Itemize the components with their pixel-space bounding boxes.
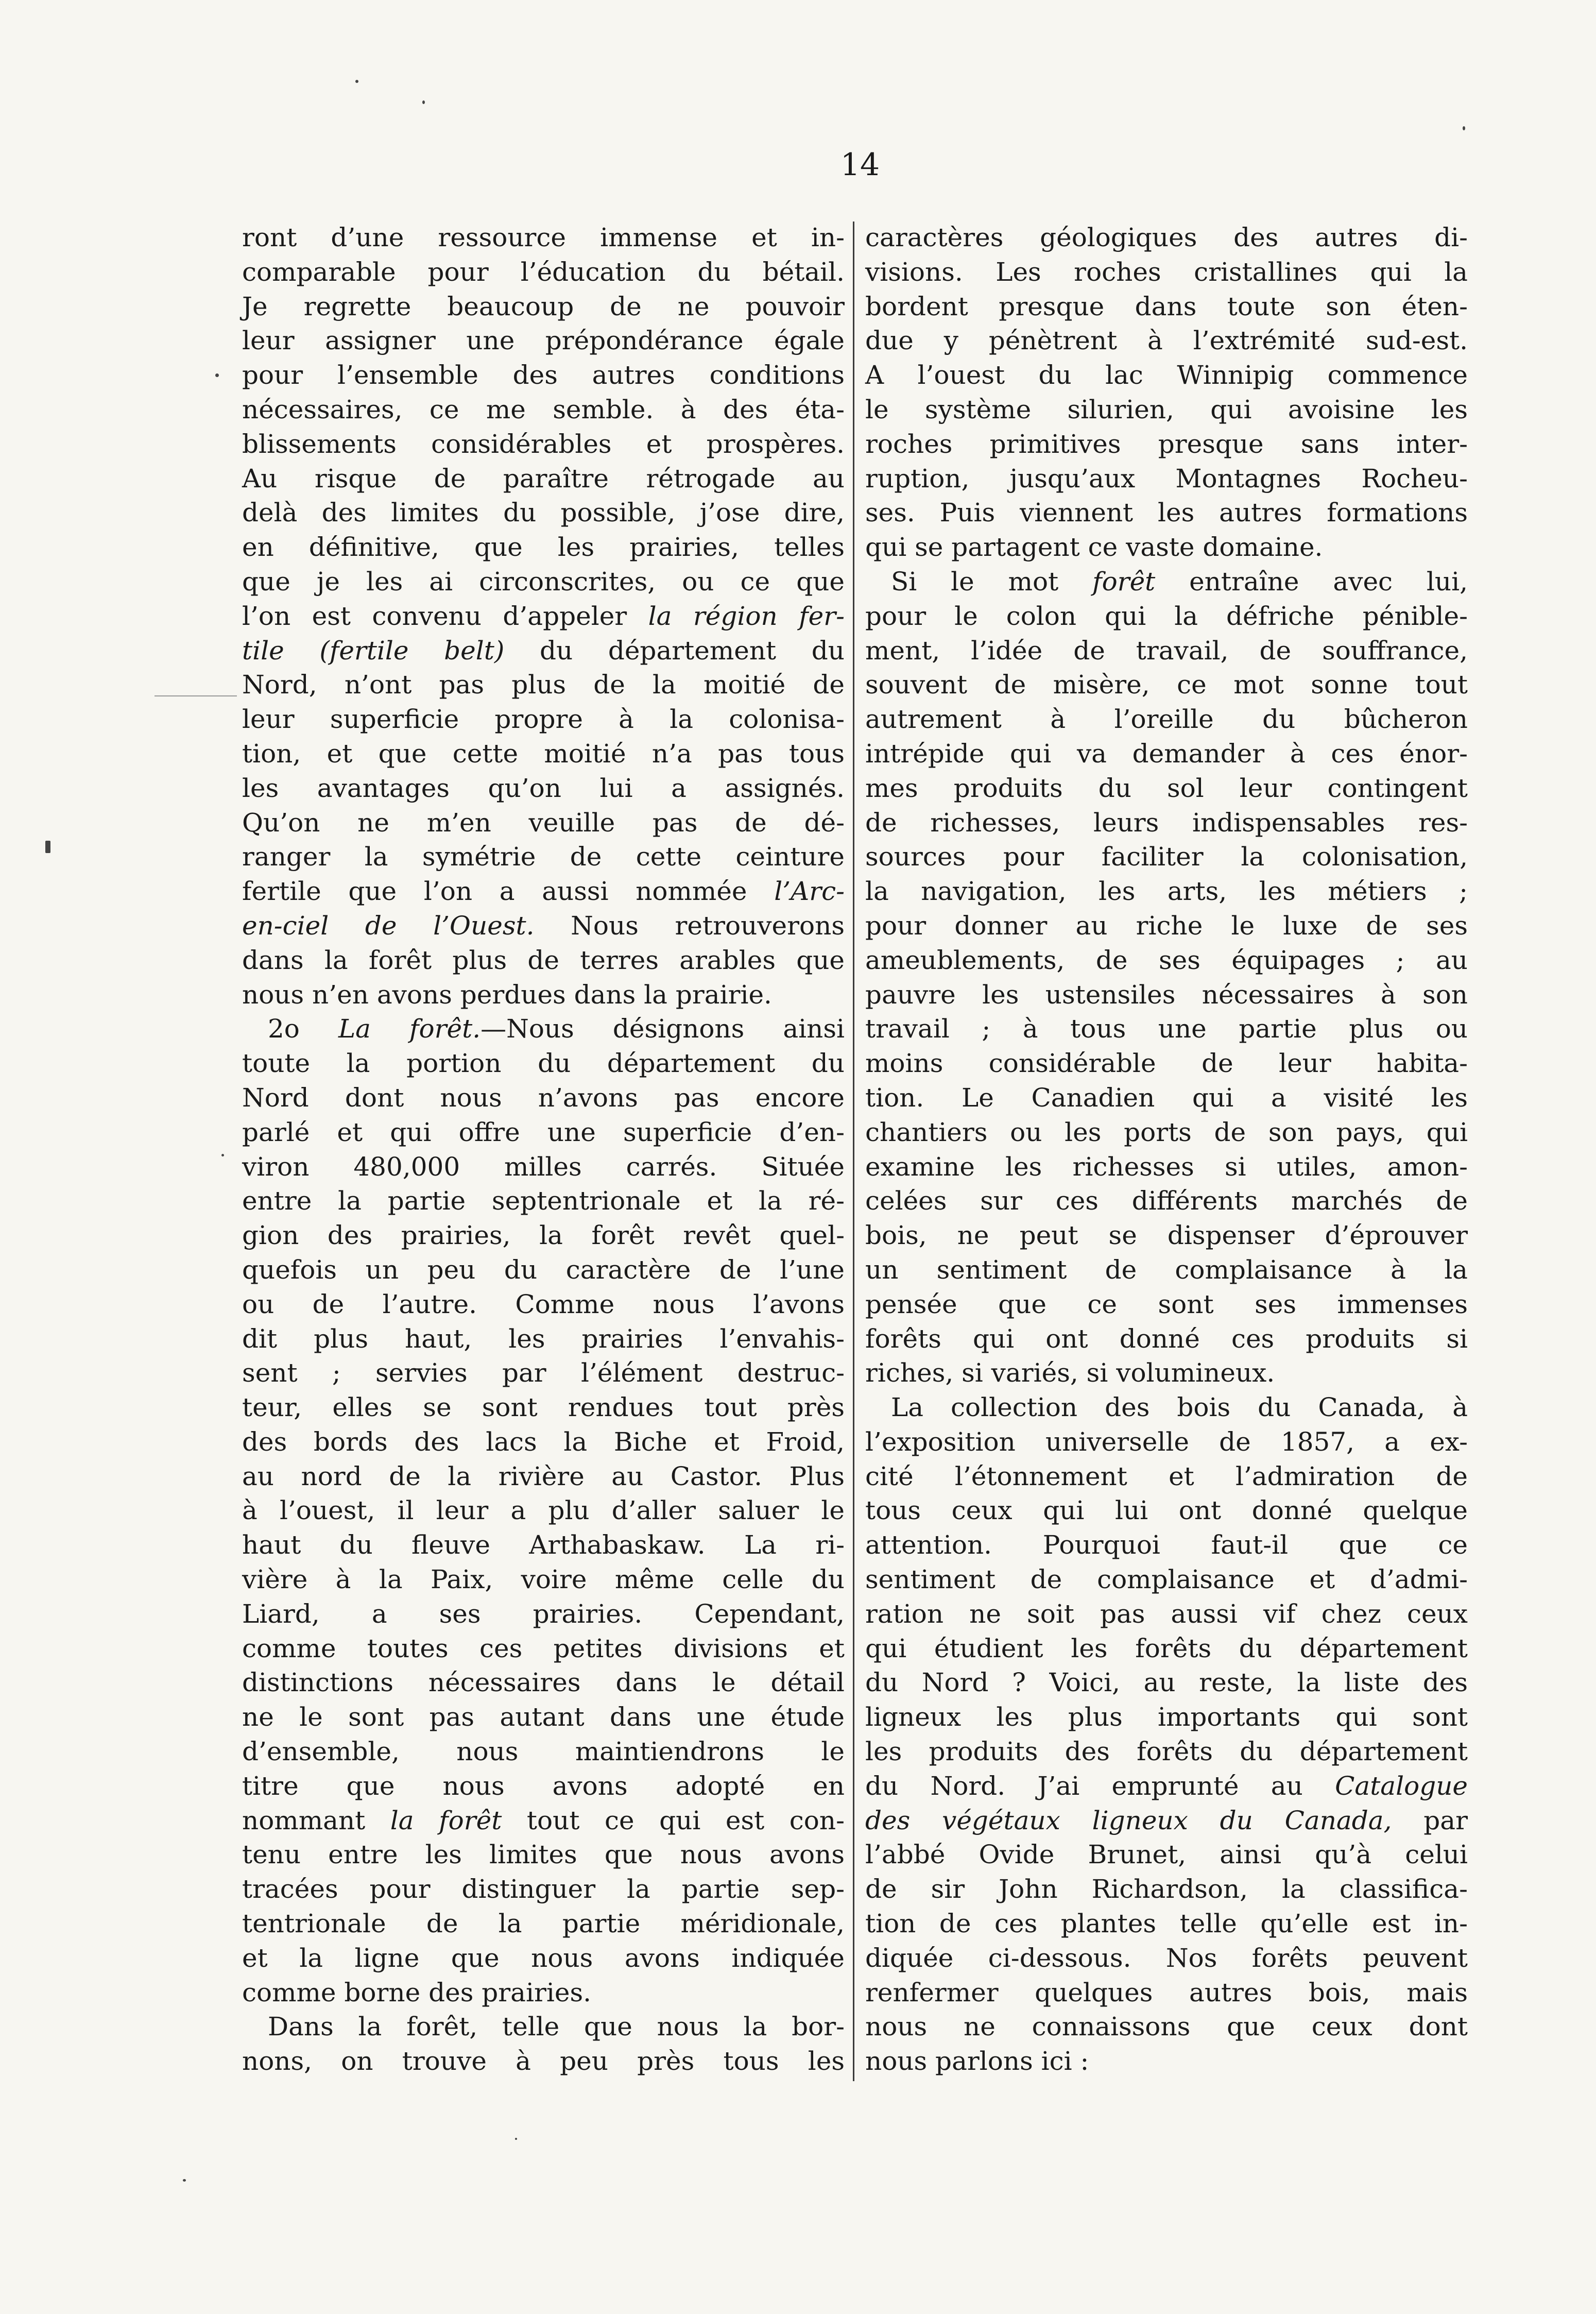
print-speck [215,373,219,377]
text-line [865,668,1468,702]
line-text: comparable pour l’éducation du bétail. [242,257,845,287]
text-line [865,1803,1468,1838]
text-line [242,806,845,840]
text-line [242,393,845,427]
line-text: examine les richesses si utiles, amon- [865,1151,1468,1182]
text-line [865,1976,1468,2010]
text-line [242,1115,845,1150]
line-text: chantiers ou les ports de son pays, qui [865,1117,1468,1147]
text-line [242,702,845,737]
text-line [865,1081,1468,1115]
line-text: du Nord ? Voici, au reste, la liste des [865,1668,1468,1698]
line-text: travail ; à tous une partie plus ou [865,1014,1468,1044]
text-line [242,737,845,771]
line-text: Liard, a ses prairies. Cependant, [242,1598,845,1629]
line-text: cité l’étonnement et l’admiration de [865,1461,1468,1491]
line-text: teur, elles se sont rendues tout près [242,1392,845,1423]
line-text: qui étudient les forêts du département [865,1633,1468,1663]
text-line [242,1322,845,1356]
italic-text: Catalogue [1335,1771,1468,1801]
text-line [865,1493,1468,1528]
line-text: Nous retrouverons [534,910,845,941]
line-text: l’exposition universelle de 1857, a ex- [865,1426,1468,1457]
line-text: parlé et qui offre une superficie d’en- [242,1117,845,1147]
text-line [865,255,1468,290]
text-line [865,599,1468,634]
text-line [242,1941,845,1976]
text-line [865,1356,1468,1390]
italic-text: La forêt. [338,1014,481,1044]
line-text: tout ce qui est con- [502,1805,845,1835]
text-line [865,358,1468,393]
text-line [865,1837,1468,1872]
line-text: Nord, n’ont pas plus de la moitié de [242,670,845,700]
line-text: nommant [242,1805,366,1835]
text-line [865,1253,1468,1287]
line-text: au nord de la rivière au Castor. Plus [242,1461,845,1491]
print-speck [422,100,425,104]
line-text: visions. Les roches cristallines qui la [865,257,1468,287]
text-line [242,668,845,702]
text-line [242,1837,845,1872]
line-text: roches primitives presque sans inter- [865,429,1468,459]
line-text: ses. Puis viennent les autres formations [865,498,1468,528]
text-line [865,1907,1468,1941]
text-line [865,1184,1468,1218]
line-text: d’ensemble, nous maintiendrons le [242,1737,845,1767]
line-text: ranger la symétrie de cette ceinture [242,842,845,872]
text-line [242,1287,845,1322]
line-text: tion, et que cette moitié n’a pas tous [242,738,845,769]
print-speck [45,841,50,853]
text-line [242,220,845,255]
text-line [242,874,845,909]
line-text: Dans la forêt, telle que nous la bor- [268,2012,845,2042]
line-text: des bords des lacs la Biche et Froid, [242,1426,845,1457]
line-text: haut du fleuve Arthabaskaw. La ri- [242,1530,845,1560]
line-text: A l’ouest du lac Winnipig commence [865,360,1468,390]
line-text: comme borne des prairies. [242,1977,592,2007]
italic-text: la région fer- [648,601,845,631]
line-text: qui se partagent ce vaste domaine. [865,532,1323,563]
line-text: entraîne avec lui, [1155,566,1468,597]
line-text: nous ne connaissons que ceux dont [865,2012,1468,2042]
print-speck [183,2179,186,2182]
line-text: moins considérable de leur habita- [865,1048,1468,1079]
line-text: à l’ouest, il leur a plu d’aller saluer le [242,1495,845,1526]
text-line [865,1012,1468,1046]
line-text: de sir John Richardson, la classifica- [865,1874,1468,1904]
text-line [865,2044,1468,2079]
line-text: vière à la Paix, voire même celle du [242,1564,845,1595]
page-number: 14 [840,147,880,183]
italic-text: l’Arc- [774,876,845,907]
text-line [865,634,1468,668]
text-line [242,290,845,324]
line-text: le système silurien, qui avoisine les [865,394,1468,424]
text-line [242,1907,845,1941]
text-line [242,978,845,1012]
line-text: delà des limites du possible, j’ose dire, [242,498,845,528]
line-text: par [1392,1805,1468,1835]
text-line [242,1562,845,1597]
text-line [242,1803,845,1838]
text-line [242,1872,845,1907]
text-line [242,909,845,943]
text-line [865,909,1468,943]
line-text: ne le sont pas autant dans une étude [242,1702,845,1732]
text-line [865,1390,1468,1425]
line-text: —Nous désignons ainsi [480,1014,845,1044]
line-text: caractères géologiques des autres di- [865,223,1468,252]
line-text: sentiment de complaisance et d’admi- [865,1564,1468,1595]
text-line [865,1528,1468,1562]
text-line [242,599,845,634]
line-text: distinctions nécessaires dans le détail [242,1668,845,1698]
text-line [865,702,1468,737]
line-text: sent ; servies par l’élément destruc- [242,1358,845,1388]
text-line [865,1150,1468,1184]
line-text: bordent presque dans toute son éten- [865,291,1468,321]
text-line [865,1665,1468,1700]
line-text: celées sur ces différents marchés de [865,1186,1468,1216]
text-line [865,1941,1468,1976]
line-text: mes produits du sol leur contingent [865,773,1468,803]
line-text: La collection des bois du Canada, à [891,1392,1468,1423]
line-text: intrépide qui va demander à ces énor- [865,738,1468,769]
text-line [242,1012,845,1046]
text-line [242,496,845,530]
text-line [242,1631,845,1666]
text-line [242,1597,845,1631]
line-text: ment, l’idée de travail, de souffrance, [865,635,1468,666]
line-text: pensée que ce sont ses immenses [865,1289,1468,1319]
text-line [865,565,1468,599]
text-line [865,496,1468,530]
line-text: de richesses, leurs indispensables res- [865,807,1468,838]
text-line [242,1425,845,1459]
text-line [865,1322,1468,1356]
line-text: Si le mot [891,566,1059,597]
line-text: tion. Le Canadien qui a visité les [865,1082,1468,1113]
text-line [865,1872,1468,1907]
text-line [865,393,1468,427]
text-line [865,427,1468,462]
text-line [865,462,1468,496]
text-line [865,874,1468,909]
line-text: bois, ne peut se dispenser d’éprouver [865,1220,1468,1251]
line-text: comme toutes ces petites divisions et [242,1633,845,1663]
line-text: tenu entre les limites que nous avons [242,1840,845,1870]
line-text: Je regrette beaucoup de ne pouvoir [242,291,845,321]
line-text: quefois un peu du caractère de l’une [242,1254,845,1285]
line-text: toute la portion du département du [242,1048,845,1079]
line-text: l’on est convenu d’appeler [242,601,627,631]
text-line [242,255,845,290]
line-text: tracées pour distinguer la partie sep- [242,1874,845,1904]
text-line [242,462,845,496]
text-line [865,1562,1468,1597]
text-line [865,737,1468,771]
italic-text: forêt [1092,566,1156,597]
print-speck [155,695,237,696]
text-line [865,530,1468,565]
text-line [242,565,845,599]
text-line [242,1046,845,1081]
line-text: ou de l’autre. Comme nous l’avons [242,1289,845,1319]
text-line [242,1528,845,1562]
line-text: pauvre les ustensiles nécessaires à son [865,979,1468,1010]
text-line [242,840,845,874]
line-text: diquée ci-dessous. Nos forêts peuvent [865,1943,1468,1973]
line-text: Au risque de paraître rétrogade au [242,463,845,494]
line-text: blissements considérables et prospères. [242,429,845,459]
text-line [242,1493,845,1528]
text-line [865,1425,1468,1459]
column-divider [853,222,854,2081]
italic-text: tile (fertile belt) [242,635,505,666]
line-text: les avantages qu’on lui a assignés. [242,773,845,803]
line-text: nous n’en avons perdues dans la prairie. [242,979,772,1010]
line-text: du Nord. J’ai emprunté au [865,1771,1303,1801]
text-line [865,1459,1468,1494]
italic-text: en-ciel de l’Ouest. [242,910,535,941]
text-line [865,1218,1468,1253]
line-text: sources pour faciliter la colonisation, [865,842,1468,872]
line-text: du département du [504,635,845,666]
text-line [242,1150,845,1184]
text-line [865,290,1468,324]
text-line [242,1184,845,1218]
left-text-column [242,220,845,2079]
line-text: due y pénètrent à l’extrémité sud-est. [865,326,1468,356]
line-text: tous ceux qui lui ont donné quelque [865,1495,1468,1526]
text-line [865,220,1468,255]
line-text: ruption, jusqu’aux Montagnes Rocheu- [865,463,1468,494]
text-line [242,1665,845,1700]
print-speck [221,1154,224,1156]
text-line [865,840,1468,874]
line-text: ameublements, de ses équipages ; au [865,945,1468,975]
right-text-column [865,220,1468,2079]
text-line [865,1046,1468,1081]
text-line [242,530,845,565]
text-line [242,1700,845,1734]
line-text: l’abbé Ovide Brunet, ainsi qu’à celui [865,1840,1468,1870]
print-speck [355,80,358,83]
text-line [865,771,1468,806]
text-line [865,1631,1468,1666]
line-text: ration ne soit pas aussi vif chez ceux [865,1598,1468,1629]
line-text: renfermer quelques autres bois, mais [865,1977,1468,2007]
line-text: titre que nous avons adopté en [242,1771,845,1801]
text-line [242,771,845,806]
text-line [242,1390,845,1425]
line-text: riches, si variés, si volumineux. [865,1358,1275,1388]
text-line [242,2010,845,2044]
text-line [865,2010,1468,2044]
line-text: leur superficie propre à la colonisa- [242,704,845,735]
text-line [242,427,845,462]
text-line [865,1734,1468,1769]
text-line [865,943,1468,978]
italic-text: la forêt [390,1805,502,1835]
text-line [242,2044,845,2079]
text-line [242,634,845,668]
text-line [865,978,1468,1012]
line-text: un sentiment de complaisance à la [865,1254,1468,1285]
text-line [865,806,1468,840]
line-text: que je les ai circonscrites, ou ce que [242,566,845,597]
line-text: tion de ces plantes telle qu’elle est in- [865,1909,1468,1939]
text-line [242,358,845,393]
print-speck [515,2138,517,2140]
text-line [242,1253,845,1287]
line-text: 2o [268,1014,300,1044]
line-text: forêts qui ont donné ces produits si [865,1323,1468,1354]
line-text: tentrionale de la partie méridionale, [242,1909,845,1939]
line-text: Nord dont nous n’avons pas encore [242,1082,845,1113]
text-line [242,943,845,978]
line-text: autrement à l’oreille du bûcheron [865,704,1468,735]
text-line [242,1459,845,1494]
line-text: ront d’une ressource immense et in- [242,223,845,252]
line-text: nons, on trouve à peu près tous les [242,2046,845,2077]
text-line [242,1976,845,2010]
line-text: nous parlons ici : [865,2046,1089,2077]
line-text: viron 480,000 milles carrés. Située [242,1151,845,1182]
line-text: entre la partie septentrionale et la ré- [242,1186,845,1216]
text-line [242,1734,845,1769]
line-text: et la ligne que nous avons indiquée [242,1943,845,1973]
line-text: dans la forêt plus de terres arables que [242,945,845,975]
line-text: fertile que l’on a aussi nommée [242,876,747,907]
line-text: ligneux les plus importants qui sont [865,1702,1468,1732]
line-text: la navigation, les arts, les métiers ; [865,876,1468,907]
line-text: attention. Pourquoi faut-il que ce [865,1530,1468,1560]
text-line [865,324,1468,358]
text-line [865,1769,1468,1803]
line-text: leur assigner une prépondérance égale [242,326,845,356]
line-text: pour donner au riche le luxe de ses [865,910,1468,941]
text-line [242,324,845,358]
line-text: pour l’ensemble des autres conditions [242,360,845,390]
print-speck [1463,126,1465,130]
text-line [865,1597,1468,1631]
line-text: les produits des forêts du département [865,1737,1468,1767]
line-text: dit plus haut, les prairies l’envahis- [242,1323,845,1354]
line-text: nécessaires, ce me semble. à des éta- [242,394,845,424]
line-text: Qu’on ne m’en veuille pas de dé- [242,807,845,838]
line-text: en définitive, que les prairies, telles [242,532,845,563]
italic-text: des végétaux ligneux du Canada, [865,1805,1392,1835]
text-line [865,1287,1468,1322]
line-text: gion des prairies, la forêt revêt quel- [242,1220,845,1251]
text-line [865,1700,1468,1734]
line-text: pour le colon qui la défriche pénible- [865,601,1468,631]
text-line [242,1218,845,1253]
text-line [865,1115,1468,1150]
text-line [242,1356,845,1390]
text-line [242,1081,845,1115]
text-line [242,1769,845,1803]
line-text: souvent de misère, ce mot sonne tout [865,670,1468,700]
